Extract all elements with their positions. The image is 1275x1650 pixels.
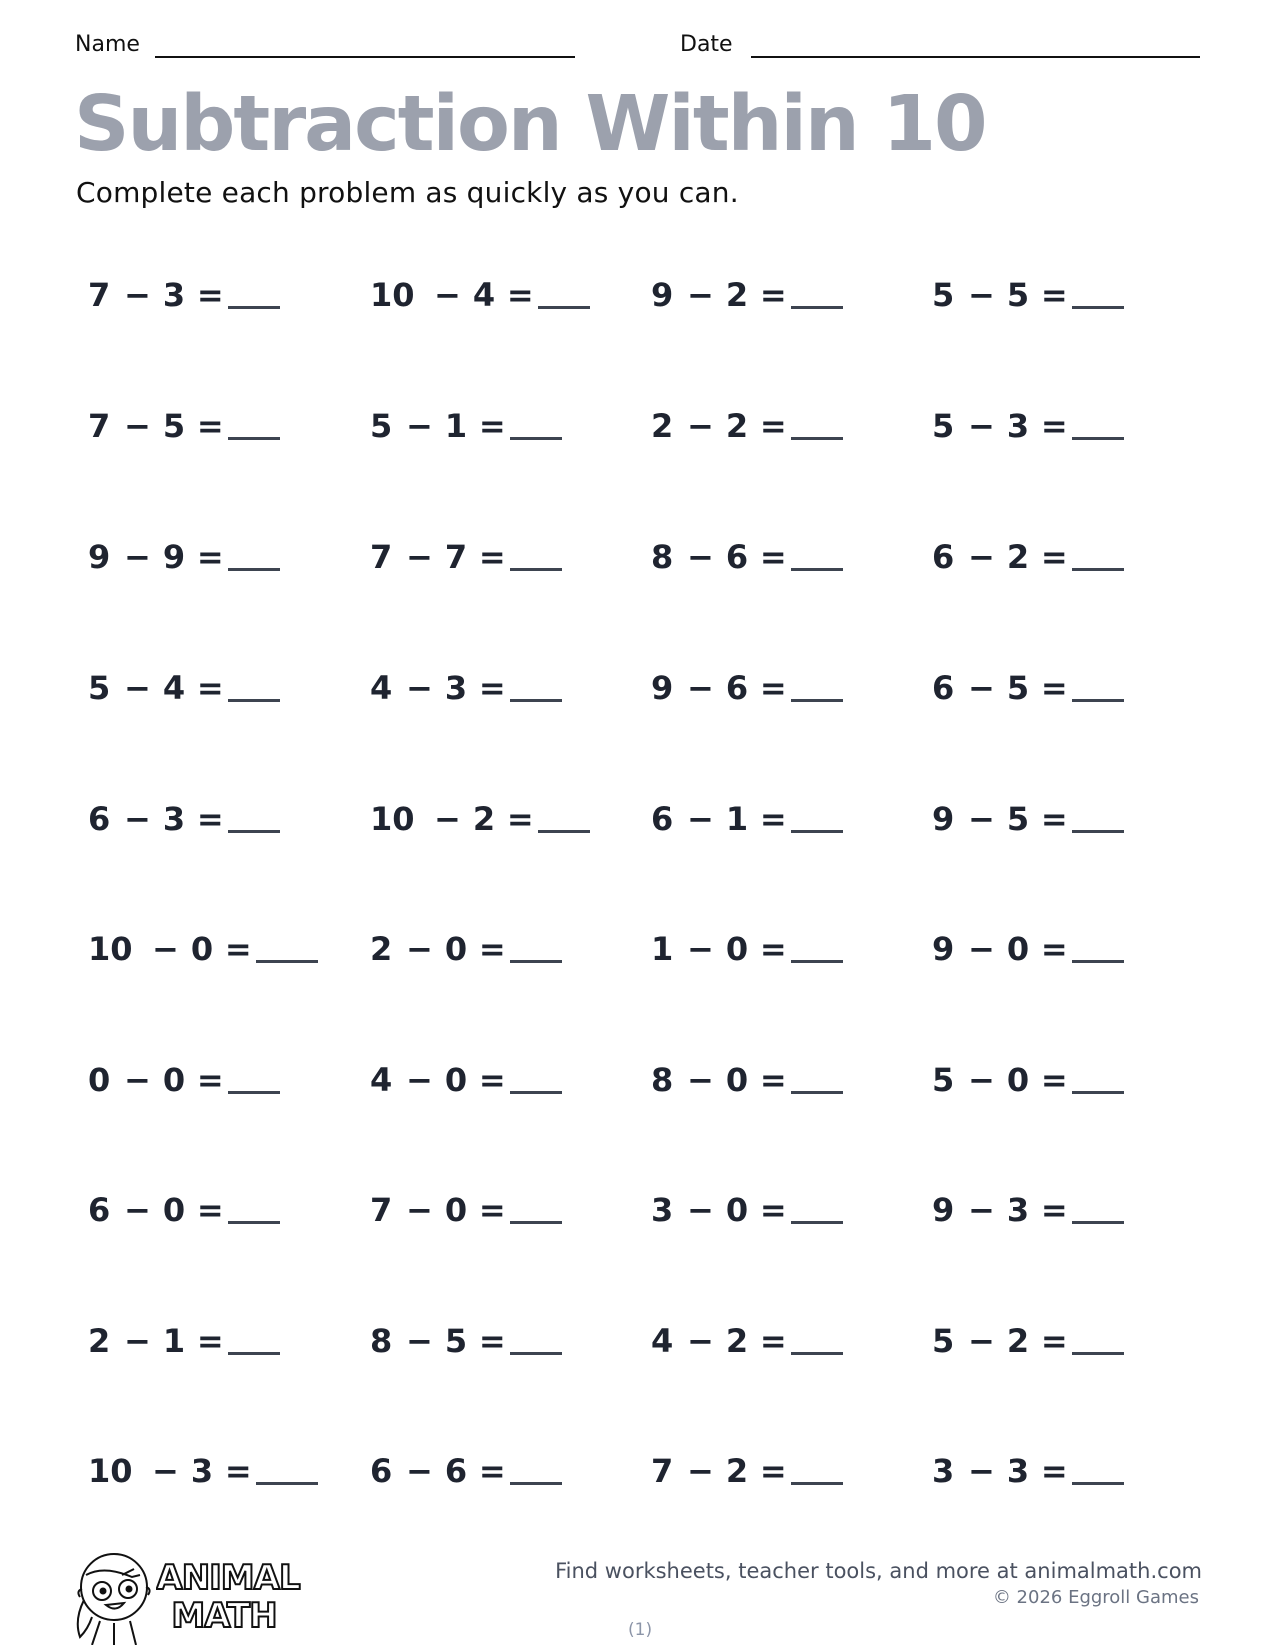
minus-sign: − <box>406 1191 433 1229</box>
subtrahend: 2 <box>725 1322 749 1360</box>
date-field-line[interactable] <box>751 56 1200 58</box>
minus-sign: − <box>968 1061 995 1099</box>
subtrahend: 6 <box>725 538 749 576</box>
minus-sign: − <box>406 1452 433 1490</box>
problem-item <box>370 537 562 577</box>
minuend: 6 <box>932 538 955 576</box>
minuend: 1 <box>651 930 674 968</box>
minuend: 10 <box>370 276 415 314</box>
answer-blank[interactable] <box>1072 1091 1124 1094</box>
equals-sign: = <box>196 407 224 445</box>
equals-sign: = <box>478 1452 506 1490</box>
answer-blank[interactable] <box>228 830 280 833</box>
minus-sign: − <box>406 1061 433 1099</box>
subtrahend: 6 <box>725 669 749 707</box>
problem-item <box>370 406 562 446</box>
minus-sign: − <box>124 669 151 707</box>
subtrahend: 2 <box>1006 538 1030 576</box>
equals-sign: = <box>759 407 787 445</box>
minus-sign: − <box>124 1322 151 1360</box>
problem-item <box>932 1321 1124 1361</box>
minus-sign: − <box>968 800 995 838</box>
problem-item <box>88 1060 280 1100</box>
minus-sign: − <box>124 276 151 314</box>
problem-item <box>651 406 843 446</box>
answer-blank[interactable] <box>228 1352 280 1355</box>
subtrahend: 5 <box>1006 669 1030 707</box>
minuend: 5 <box>88 669 111 707</box>
answer-blank[interactable] <box>1072 306 1124 309</box>
answer-blank[interactable] <box>1072 437 1124 440</box>
minuend: 9 <box>932 930 955 968</box>
minus-sign: − <box>124 800 151 838</box>
answer-blank[interactable] <box>791 1091 843 1094</box>
answer-blank[interactable] <box>538 306 590 309</box>
problem-item <box>932 406 1124 446</box>
minuend: 7 <box>651 1452 674 1490</box>
answer-blank[interactable] <box>510 1221 562 1224</box>
equals-sign: = <box>1040 1191 1068 1229</box>
subtrahend: 4 <box>162 669 186 707</box>
subtrahend: 2 <box>725 276 749 314</box>
equals-sign: = <box>1040 930 1068 968</box>
minuend: 7 <box>88 276 111 314</box>
page-title: Subtraction Within 10 <box>74 80 986 169</box>
answer-blank[interactable] <box>1072 960 1124 963</box>
minuend: 10 <box>88 930 133 968</box>
minus-sign: − <box>687 276 714 314</box>
minuend: 0 <box>88 1061 111 1099</box>
answer-blank[interactable] <box>1072 1352 1124 1355</box>
problem-item <box>370 1321 562 1361</box>
answer-blank[interactable] <box>228 699 280 702</box>
minuend: 6 <box>370 1452 393 1490</box>
subtrahend: 1 <box>444 407 468 445</box>
subtrahend: 0 <box>444 1061 468 1099</box>
subtrahend: 4 <box>472 276 496 314</box>
minuend: 8 <box>370 1322 393 1360</box>
animal-math-wordmark <box>156 1551 306 1641</box>
problem-item <box>370 668 562 708</box>
problem-item <box>651 668 843 708</box>
minus-sign: − <box>968 1322 995 1360</box>
problem-item <box>932 668 1124 708</box>
equals-sign: = <box>1040 669 1068 707</box>
minus-sign: − <box>124 407 151 445</box>
answer-blank[interactable] <box>791 1352 843 1355</box>
answer-blank[interactable] <box>510 1091 562 1094</box>
subtrahend: 0 <box>444 930 468 968</box>
equals-sign: = <box>196 669 224 707</box>
minuend: 6 <box>651 800 674 838</box>
equals-sign: = <box>759 276 787 314</box>
equals-sign: = <box>759 669 787 707</box>
minus-sign: − <box>687 538 714 576</box>
minus-sign: − <box>968 276 995 314</box>
subtrahend: 2 <box>725 1452 749 1490</box>
equals-sign: = <box>196 538 224 576</box>
answer-blank[interactable] <box>791 1221 843 1224</box>
answer-blank[interactable] <box>256 960 318 963</box>
answer-blank[interactable] <box>228 437 280 440</box>
subtrahend: 1 <box>725 800 749 838</box>
equals-sign: = <box>196 1322 224 1360</box>
answer-blank[interactable] <box>1072 568 1124 571</box>
subtrahend: 0 <box>1006 1061 1030 1099</box>
equals-sign: = <box>1040 276 1068 314</box>
problem-item <box>88 537 280 577</box>
problem-item <box>88 1451 318 1491</box>
answer-blank[interactable] <box>510 699 562 702</box>
problem-item <box>651 1321 843 1361</box>
minuend: 2 <box>88 1322 111 1360</box>
minuend: 8 <box>651 538 674 576</box>
answer-blank[interactable] <box>791 960 843 963</box>
problem-item <box>370 1190 562 1230</box>
minus-sign: − <box>124 538 151 576</box>
answer-blank[interactable] <box>791 830 843 833</box>
minuend: 2 <box>370 930 393 968</box>
equals-sign: = <box>478 1191 506 1229</box>
problem-item <box>88 668 280 708</box>
minuend: 9 <box>651 669 674 707</box>
minus-sign: − <box>124 1191 151 1229</box>
equals-sign: = <box>759 930 787 968</box>
subtrahend: 5 <box>444 1322 468 1360</box>
minus-sign: − <box>968 1191 995 1229</box>
problem-item <box>88 1321 280 1361</box>
footer-copyright: © 2026 Eggroll Games <box>992 1587 1199 1608</box>
equals-sign: = <box>196 1061 224 1099</box>
minus-sign: − <box>687 930 714 968</box>
subtrahend: 0 <box>162 1061 186 1099</box>
answer-blank[interactable] <box>791 437 843 440</box>
problem-item <box>932 537 1124 577</box>
answer-blank[interactable] <box>538 830 590 833</box>
problem-item <box>932 1451 1124 1491</box>
subtrahend: 3 <box>162 800 186 838</box>
equals-sign: = <box>1040 1322 1068 1360</box>
minuend: 4 <box>370 1061 393 1099</box>
equals-sign: = <box>506 276 534 314</box>
animal-math-logo <box>74 1545 304 1645</box>
minus-sign: − <box>687 669 714 707</box>
equals-sign: = <box>224 930 252 968</box>
subtrahend: 5 <box>162 407 186 445</box>
minuend: 10 <box>88 1452 133 1490</box>
subtrahend: 0 <box>725 1191 749 1229</box>
minuend: 9 <box>88 538 111 576</box>
minuend: 10 <box>370 800 415 838</box>
equals-sign: = <box>759 1061 787 1099</box>
equals-sign: = <box>478 1322 506 1360</box>
problem-item <box>88 275 280 315</box>
subtrahend: 2 <box>1006 1322 1030 1360</box>
minuend: 4 <box>370 669 393 707</box>
answer-blank[interactable] <box>228 1091 280 1094</box>
answer-blank[interactable] <box>510 1482 562 1485</box>
subtrahend: 6 <box>444 1452 468 1490</box>
answer-blank[interactable] <box>228 568 280 571</box>
minus-sign: − <box>152 1452 179 1490</box>
problem-item <box>651 1451 843 1491</box>
footer-website-link[interactable]: Find worksheets, teacher tools, and more at animalmath.com <box>555 1559 1202 1583</box>
subtrahend: 0 <box>1006 930 1030 968</box>
minus-sign: − <box>968 538 995 576</box>
answer-blank[interactable] <box>791 568 843 571</box>
minuend: 6 <box>932 669 955 707</box>
logo-line-2: MATH <box>171 1596 277 1636</box>
minus-sign: − <box>406 930 433 968</box>
problem-item <box>932 275 1124 315</box>
problem-item <box>370 799 590 839</box>
subtrahend: 0 <box>725 1061 749 1099</box>
equals-sign: = <box>759 800 787 838</box>
minuend: 3 <box>932 1452 955 1490</box>
minuend: 9 <box>932 800 955 838</box>
answer-blank[interactable] <box>1072 1221 1124 1224</box>
subtrahend: 3 <box>1006 407 1030 445</box>
subtrahend: 0 <box>162 1191 186 1229</box>
minuend: 7 <box>370 538 393 576</box>
equals-sign: = <box>1040 407 1068 445</box>
minuend: 5 <box>932 407 955 445</box>
name-label: Name <box>75 32 140 57</box>
equals-sign: = <box>1040 800 1068 838</box>
minuend: 6 <box>88 800 111 838</box>
minus-sign: − <box>968 669 995 707</box>
subtrahend: 3 <box>444 669 468 707</box>
equals-sign: = <box>196 276 224 314</box>
subtrahend: 9 <box>162 538 186 576</box>
equals-sign: = <box>759 538 787 576</box>
equals-sign: = <box>478 538 506 576</box>
equals-sign: = <box>506 800 534 838</box>
equals-sign: = <box>478 669 506 707</box>
minuend: 5 <box>932 1061 955 1099</box>
equals-sign: = <box>759 1452 787 1490</box>
answer-blank[interactable] <box>510 1352 562 1355</box>
subtrahend: 0 <box>190 930 214 968</box>
page-number: (1) <box>628 1620 653 1640</box>
problem-item <box>88 799 280 839</box>
answer-blank[interactable] <box>256 1482 318 1485</box>
subtrahend: 0 <box>444 1191 468 1229</box>
instructions: Complete each problem as quickly as you can. <box>76 176 739 209</box>
minuend: 2 <box>651 407 674 445</box>
equals-sign: = <box>1040 538 1068 576</box>
minus-sign: − <box>687 407 714 445</box>
equals-sign: = <box>1040 1061 1068 1099</box>
equals-sign: = <box>759 1191 787 1229</box>
subtrahend: 7 <box>444 538 468 576</box>
answer-blank[interactable] <box>791 306 843 309</box>
answer-blank[interactable] <box>1072 699 1124 702</box>
minuend: 9 <box>932 1191 955 1229</box>
answer-blank[interactable] <box>510 568 562 571</box>
answer-blank[interactable] <box>791 699 843 702</box>
equals-sign: = <box>759 1322 787 1360</box>
subtrahend: 5 <box>1006 276 1030 314</box>
equals-sign: = <box>1040 1452 1068 1490</box>
name-field-line[interactable] <box>155 56 575 58</box>
problem-item <box>88 406 280 446</box>
minus-sign: − <box>968 930 995 968</box>
answer-blank[interactable] <box>510 960 562 963</box>
equals-sign: = <box>478 1061 506 1099</box>
equals-sign: = <box>196 1191 224 1229</box>
minus-sign: − <box>687 1322 714 1360</box>
subtrahend: 2 <box>725 407 749 445</box>
minus-sign: − <box>968 1452 995 1490</box>
subtrahend: 3 <box>1006 1452 1030 1490</box>
minus-sign: − <box>687 800 714 838</box>
subtrahend: 3 <box>190 1452 214 1490</box>
minuend: 9 <box>651 276 674 314</box>
minuend: 4 <box>651 1322 674 1360</box>
minuend: 5 <box>370 407 393 445</box>
answer-blank[interactable] <box>1072 1482 1124 1485</box>
minuend: 6 <box>88 1191 111 1229</box>
minus-sign: − <box>687 1061 714 1099</box>
problem-item <box>88 929 318 969</box>
subtrahend: 3 <box>1006 1191 1030 1229</box>
minus-sign: − <box>687 1191 714 1229</box>
subtrahend: 1 <box>162 1322 186 1360</box>
minus-sign: − <box>687 1452 714 1490</box>
minus-sign: − <box>406 1322 433 1360</box>
answer-blank[interactable] <box>228 306 280 309</box>
problem-item <box>651 1060 843 1100</box>
minus-sign: − <box>434 800 461 838</box>
minuend: 7 <box>370 1191 393 1229</box>
minus-sign: − <box>434 276 461 314</box>
problem-item <box>932 929 1124 969</box>
problem-item <box>88 1190 280 1230</box>
minus-sign: − <box>406 538 433 576</box>
minus-sign: − <box>152 930 179 968</box>
equals-sign: = <box>478 930 506 968</box>
minus-sign: − <box>968 407 995 445</box>
problem-item <box>932 1060 1124 1100</box>
equals-sign: = <box>196 800 224 838</box>
subtrahend: 0 <box>725 930 749 968</box>
answer-blank[interactable] <box>1072 830 1124 833</box>
subtrahend: 2 <box>472 800 496 838</box>
minuend: 5 <box>932 276 955 314</box>
date-label: Date <box>680 32 733 57</box>
minuend: 3 <box>651 1191 674 1229</box>
problem-item <box>370 929 562 969</box>
problem-item <box>651 799 843 839</box>
problem-item <box>370 1060 562 1100</box>
equals-sign: = <box>478 407 506 445</box>
problem-item <box>651 275 843 315</box>
minuend: 7 <box>88 407 111 445</box>
problem-item <box>651 929 843 969</box>
equals-sign: = <box>224 1452 252 1490</box>
answer-blank[interactable] <box>228 1221 280 1224</box>
problem-item <box>651 1190 843 1230</box>
minus-sign: − <box>406 669 433 707</box>
problem-item <box>932 1190 1124 1230</box>
minus-sign: − <box>406 407 433 445</box>
answer-blank[interactable] <box>791 1482 843 1485</box>
answer-blank[interactable] <box>510 437 562 440</box>
subtrahend: 3 <box>162 276 186 314</box>
minuend: 5 <box>932 1322 955 1360</box>
minuend: 8 <box>651 1061 674 1099</box>
problem-item <box>932 799 1124 839</box>
minus-sign: − <box>124 1061 151 1099</box>
problem-item <box>651 537 843 577</box>
problem-item <box>370 1451 562 1491</box>
problem-item <box>370 275 590 315</box>
logo-line-1: ANIMAL <box>156 1558 300 1598</box>
subtrahend: 5 <box>1006 800 1030 838</box>
